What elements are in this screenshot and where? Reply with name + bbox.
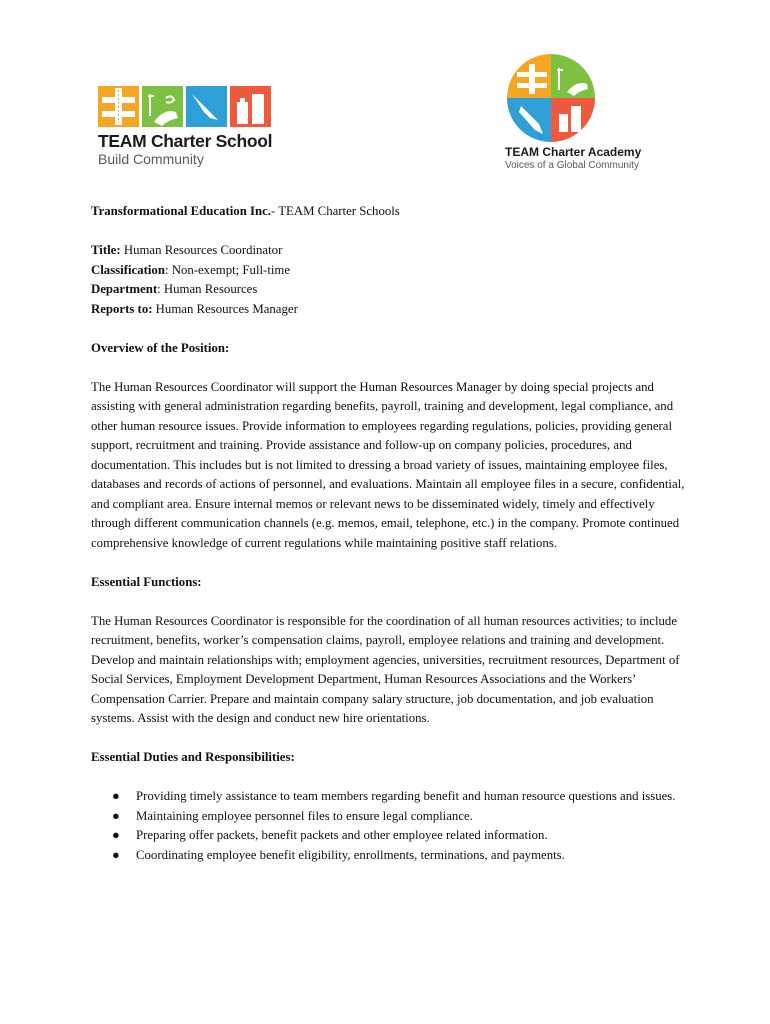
duties-list — [91, 787, 691, 865]
field-classification — [91, 261, 691, 281]
list-item-text: Coordinating employee benefit eligibility, enrollments, terminations, and payments. — [136, 847, 565, 862]
school-name: TEAM Charter School — [98, 131, 273, 151]
field-label: Title: — [91, 243, 121, 257]
academy-tagline: Voices of a Global Community — [505, 160, 639, 171]
school-tagline: Build Community — [98, 151, 204, 167]
field-value: Human Resources Coordinator — [120, 243, 283, 257]
overview-heading — [91, 339, 691, 359]
organization-line — [91, 202, 691, 222]
functions-heading — [91, 573, 691, 593]
job-description — [91, 202, 691, 865]
field-value: : Non-exempt; Full-time — [164, 262, 291, 277]
team-charter-school-logo — [98, 86, 288, 176]
field-value: Human Resources Manager — [152, 301, 298, 316]
list-item — [91, 846, 691, 866]
heading-text: Essential Functions: — [91, 574, 202, 589]
bullet-icon: ● — [112, 808, 120, 823]
list-item-text: Preparing offer packets, benefit packets and other employee related information. — [136, 828, 548, 842]
bullet-icon: ● — [112, 847, 120, 862]
buildings-tile-icon — [230, 86, 271, 127]
field-value: : Human Resources — [157, 282, 258, 296]
academy-circle-icon — [505, 52, 597, 144]
bullet-icon: ● — [112, 828, 120, 842]
field-department — [91, 280, 691, 300]
list-item-text: Maintaining employee personnel files to ensure legal compliance. — [136, 808, 473, 823]
team-charter-academy-logo — [500, 52, 660, 178]
logo-tiles — [98, 86, 288, 127]
overview-paragraph: The Human Resources Coordinator will support the Human Resources Manager by doing special projects and assisting with general administration regarding benefits, payroll, training and development, legal compliance, and other human resource issues. Provide information to employees regarding regulations, policies, providing general support, recruitment and training. Provide assistance and follow-up on company policies, procedures, and documentation. This includes but is not limited to dressing a broad variety of issues, maintaining employee files, databases and records of actions of personnel, and evaluations. Maintain all employee files in a secure, confidential, and compliant area. Ensure internal memos or relevant news to be disseminated widely, timely and effectively through different communication channels (e.g. memos, email, telephone, etc.) in the company. Promote continued comprehensive knowledge of current regulations while maintaining positive staff relations. — [91, 379, 685, 550]
field-label: Reports to: — [91, 301, 153, 316]
pencil-tile-icon — [186, 86, 227, 127]
heading-text: Overview of the Position: — [91, 340, 230, 355]
bullet-icon: ● — [112, 789, 120, 803]
field-label: Classification — [91, 262, 165, 277]
writing-hand-tile-icon — [142, 86, 183, 127]
field-reports-to — [91, 300, 691, 320]
academy-name: TEAM Charter Academy — [505, 145, 642, 159]
list-item-text: Providing timely assistance to team members regarding benefit and human resource questions and issues. — [136, 789, 676, 803]
heading-text: Essential Duties and Responsibilities: — [91, 750, 295, 764]
organization-suffix: - TEAM Charter Schools — [271, 204, 400, 218]
list-item — [91, 826, 691, 846]
duties-heading — [91, 748, 691, 768]
crossroads-tile-icon — [98, 86, 139, 127]
field-title — [91, 241, 691, 261]
field-label: Department — [91, 282, 158, 296]
list-item — [91, 787, 691, 807]
list-item — [91, 807, 691, 827]
functions-paragraph: The Human Resources Coordinator is responsible for the coordination of all human resources activities; to include recruitment, benefits, worker’s compensation claims, payroll, employee relations and training and development. Develop and maintain relationships with; employment agencies, universities, recruitment resources, Department of Social Services, Employment Development Department, Human Resources Associations and the Workers’ Compensation Carrier. Prepare and maintain company salary structure, job documentation, and job evaluation systems. Assist with the design and conduct new hire orientations. — [91, 613, 680, 725]
organization-name: Transformational Education Inc. — [91, 204, 271, 218]
